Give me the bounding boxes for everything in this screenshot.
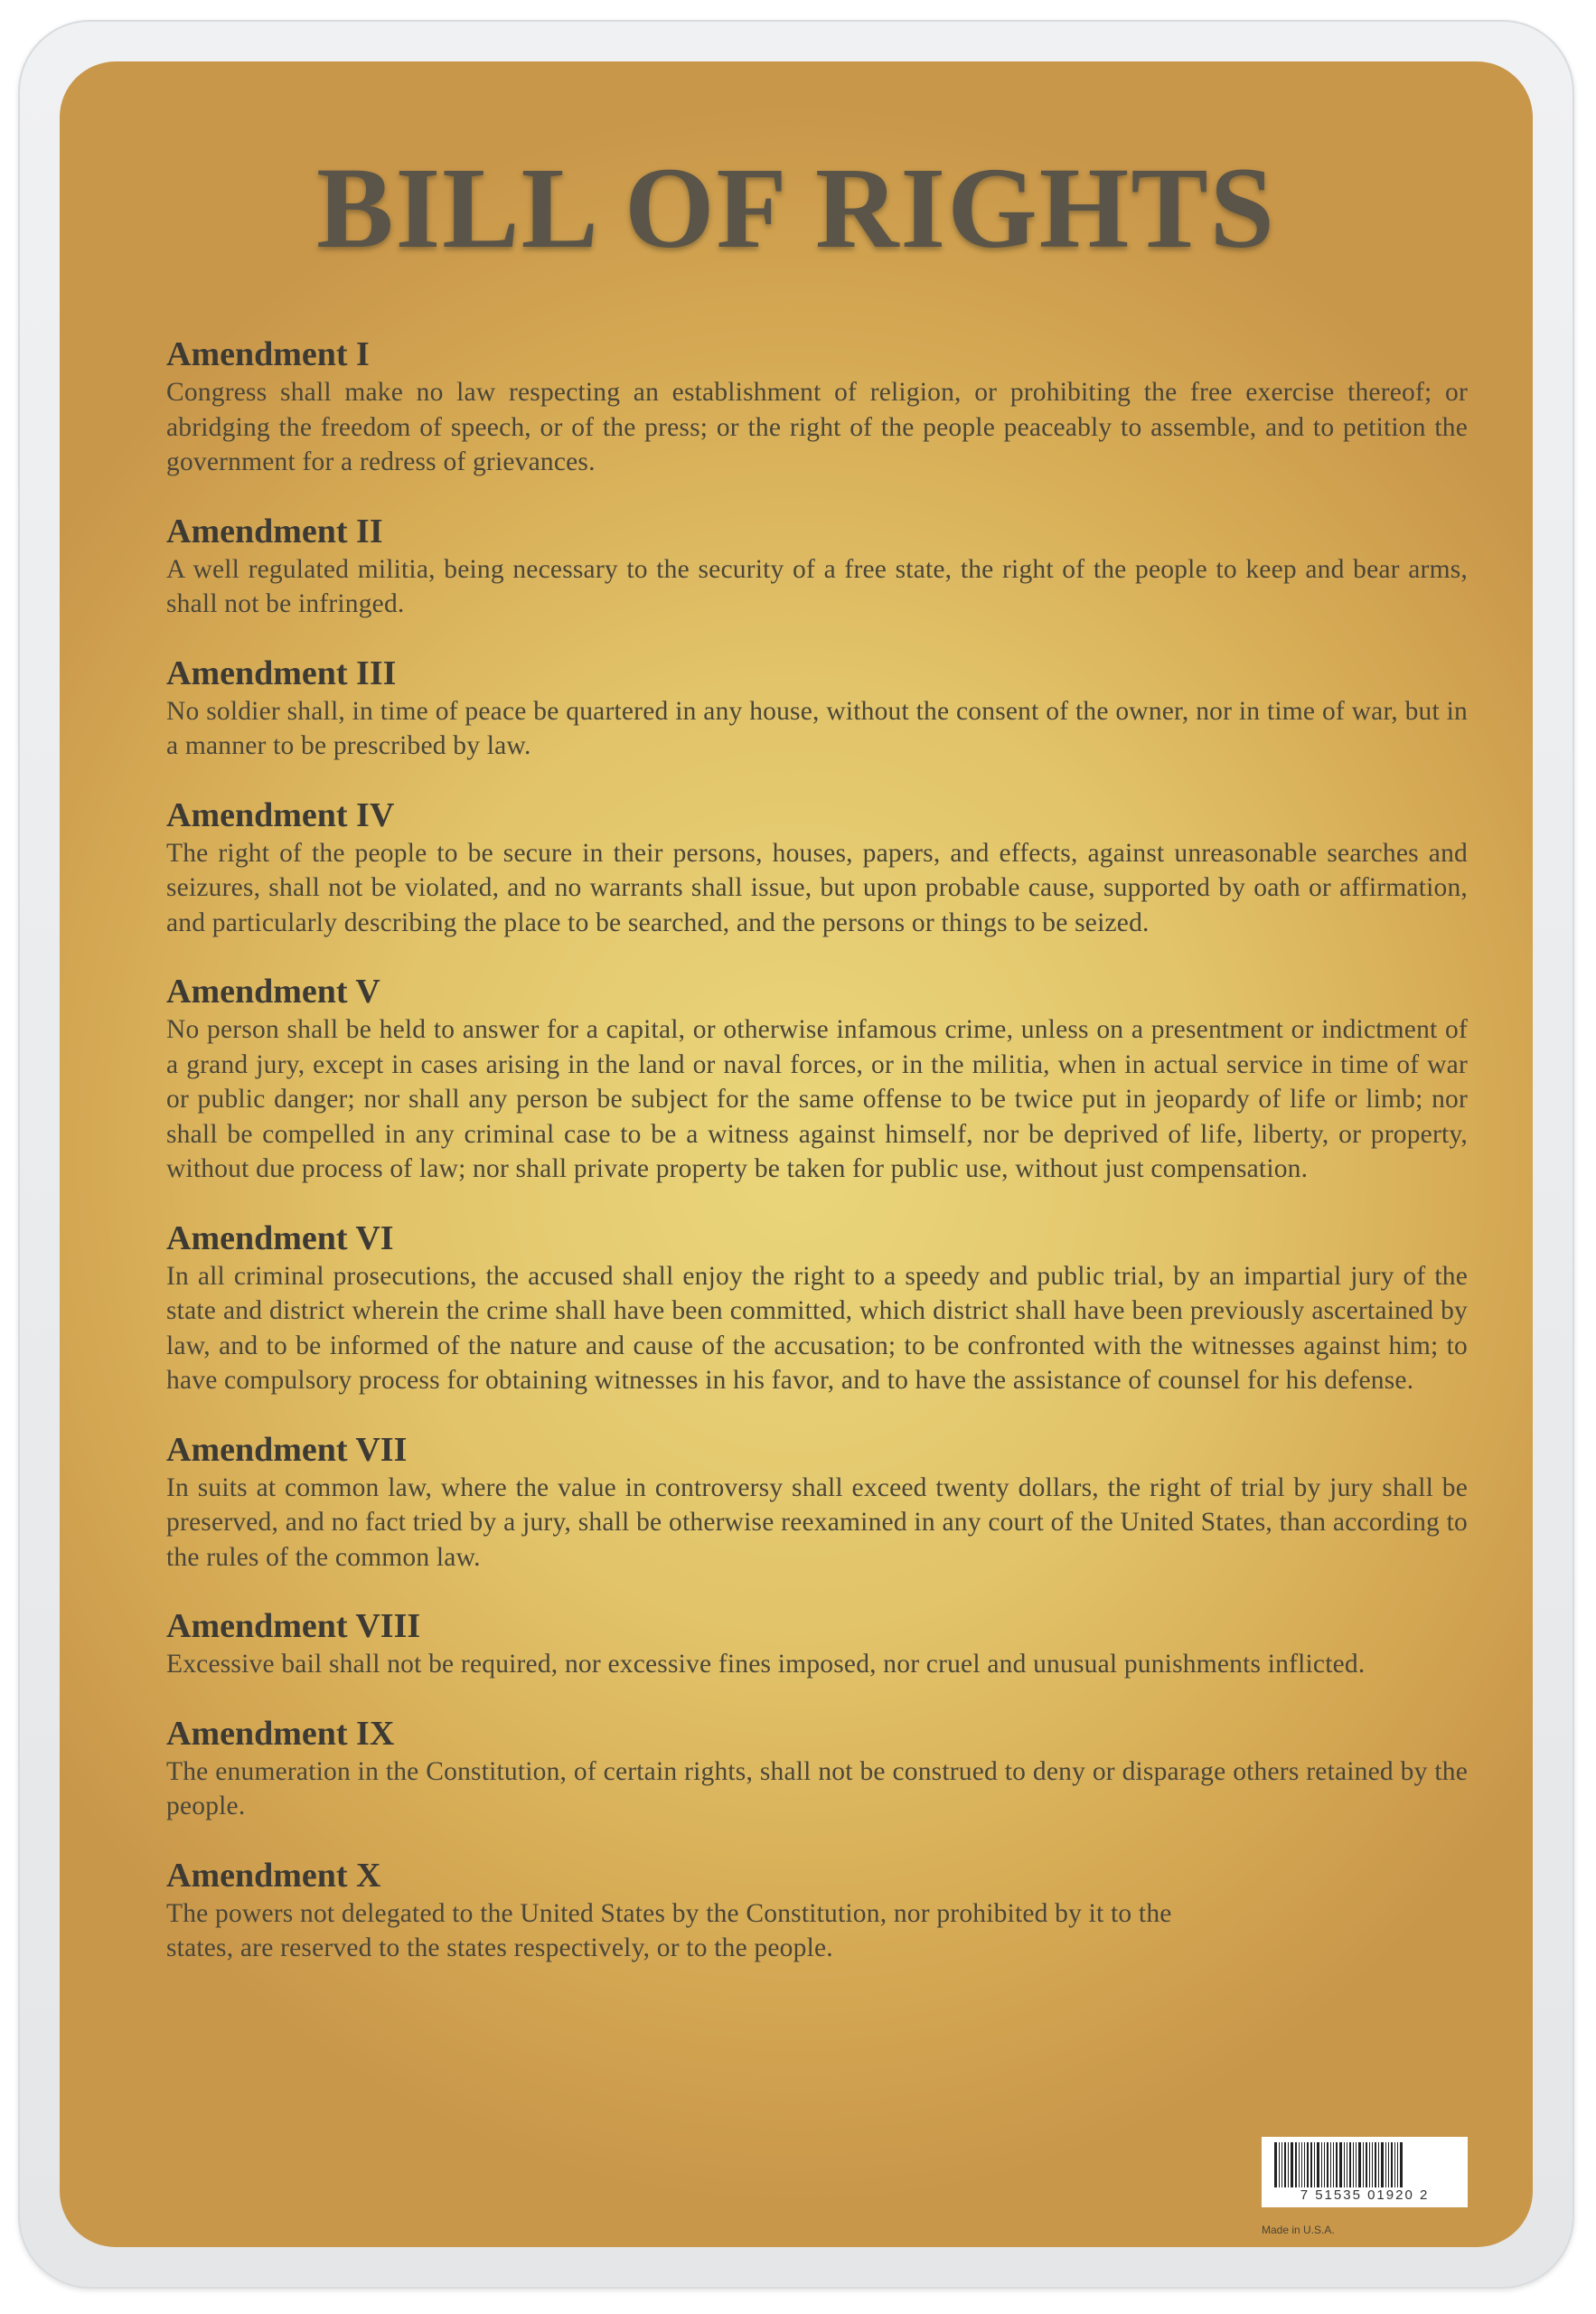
amendment-1 [166,335,1468,480]
amendment-heading: Amendment III [166,654,397,692]
barcode-bar [1385,2142,1386,2187]
barcode-bar [1327,2142,1328,2187]
amendment-heading: Amendment V [166,973,380,1011]
amendment-5 [166,973,1468,1187]
barcode-bar [1349,2142,1351,2187]
barcode-bar [1344,2142,1345,2187]
barcode-bar [1339,2142,1342,2187]
amendment-9 [166,1715,1468,1824]
barcode-bar [1358,2142,1361,2187]
barcode-bar [1288,2142,1289,2187]
amendment-text: Congress shall make no law respecting an establishment of religion, or prohibiting the free exercise thereof; or abridging the freedom of speech, or of the press; or the right of the people peaceably to assemble, and to petition the government for a redress of grievances. [166,378,1468,476]
amendment-7 [166,1431,1468,1576]
amendment-2 [166,513,1468,622]
amendment-heading: Amendment IV [166,795,395,834]
amendment-8 [166,1607,1468,1682]
amendment-text: In suits at common law, where the value in controversy shall exceed twenty dollars, the right of trial by jury shall be preserved, and no fact tried by a jury, shall be otherwise reexamined in any court of the United States, than according to the rules of the common law. [166,1472,1468,1572]
barcode-bar [1336,2142,1338,2187]
barcode-bar [1295,2142,1297,2187]
barcode-bars [1274,2142,1455,2187]
amendment-6 [166,1219,1468,1398]
barcode-bar [1310,2142,1312,2187]
barcode-bar [1314,2142,1315,2187]
amendment-10 [166,1857,1468,1966]
barcode-bar [1363,2142,1364,2187]
amendment-text: The enumeration in the Constitution, of certain rights, shall not be construed to deny or disparage others retained by the people. [166,1756,1468,1820]
barcode-bar [1307,2142,1309,2187]
barcode-bar [1274,2142,1277,2187]
amendment-text: The powers not delegated to the United States by the Constitution, nor prohibited by it to the states, are reserved to the states respectively, or to the people. [166,1898,1172,1962]
barcode-bar [1400,2142,1403,2187]
barcode-bar [1304,2142,1305,2187]
amendment-4 [166,796,1468,941]
barcode-bar [1301,2142,1302,2187]
barcode [1262,2137,1468,2207]
barcode-bar [1388,2142,1389,2187]
barcode-bar [1299,2142,1300,2187]
barcode-bar [1284,2142,1286,2187]
amendment-heading: Amendment I [166,335,370,373]
barcode-digits: 7 51535 01920 2 [1300,2187,1430,2203]
barcode-bar [1369,2142,1370,2187]
amendment-text: Excessive bail shall not be required, nor excessive fines imposed, nor cruel and unusual punishments inflicted. [166,1650,1366,1679]
amendment-heading: Amendment VIII [166,1607,421,1645]
barcode-bar [1375,2142,1376,2187]
page-title: BILL OF RIGHTS [316,144,1276,272]
amendment-text: No person shall be held to answer for a capital, or otherwise infamous crime, unless on a presentment or indictment of a grand jury, except in cases arising in the land or naval forces, or in the militia, when in actual service in time of war or public danger; nor shall any person be subject for the same offense to be twice put in jeopardy of life or limb; nor shall be compelled in any criminal case to be a witness against himself, nor be deprived of life, liberty, or property, without due process of law; nor shall private property be taken for public use, without just compensation. [166,1015,1468,1183]
barcode-bar [1397,2142,1398,2187]
barcode-bar [1330,2142,1331,2187]
amendment-heading: Amendment X [166,1856,381,1895]
barcode-bar [1324,2142,1325,2187]
barcode-bar [1291,2142,1293,2187]
amendment-heading: Amendment IX [166,1714,395,1753]
barcode-bar [1381,2142,1384,2187]
amendment-text: The right of the people to be secure in their persons, houses, papers, and effects, against unreasonable searches and seizures, shall not be violated, and no warrants shall issue, but upon probable cause, supported by oath or affirmation, and particularly describing the place to be searched, and the persons or things to be seized. [166,838,1468,937]
barcode-bar [1317,2142,1319,2187]
barcode-bar [1321,2142,1322,2187]
amendment-text: A well regulated militia, being necessary to the security of a free state, the right of the people to keep and bear arms, shall not be infringed. [166,554,1468,618]
parchment-sheet [60,61,1533,2247]
amendment-heading: Amendment II [166,512,383,550]
amendment-heading: Amendment VII [166,1430,408,1469]
amendments-list [166,335,1468,1999]
barcode-bar [1279,2142,1280,2187]
amendment-3 [166,654,1468,764]
amendment-text: No soldier shall, in time of peace be quartered in any house, without the consent of the owner, nor in time of war, but in a manner to be prescribed by law. [166,696,1468,760]
barcode-bar [1391,2142,1393,2187]
barcode-bar [1356,2142,1357,2187]
barcode-bar [1333,2142,1334,2187]
barcode-bar [1372,2142,1373,2187]
barcode-bar [1353,2142,1354,2187]
amendment-text: In all criminal prosecutions, the accused shall enjoy the right to a speedy and public trial, by an impartial jury of the state and district wherein the crime shall have been committed, which district shall have been previously ascertained by law, and to be informed of the nature and cause of the accusation; to be confronted with the witnesses against him; to have compulsory process for obtaining witnesses in his favor, and to have the assistance of counsel for his defense. [166,1261,1468,1395]
barcode-bar [1366,2142,1367,2187]
barcode-bar [1394,2142,1395,2187]
made-in-label: Made in U.S.A. [1262,2224,1335,2236]
placemat-border [18,20,1574,2289]
barcode-bar [1378,2142,1379,2187]
amendment-heading: Amendment VI [166,1218,394,1257]
barcode-bar [1281,2142,1282,2187]
